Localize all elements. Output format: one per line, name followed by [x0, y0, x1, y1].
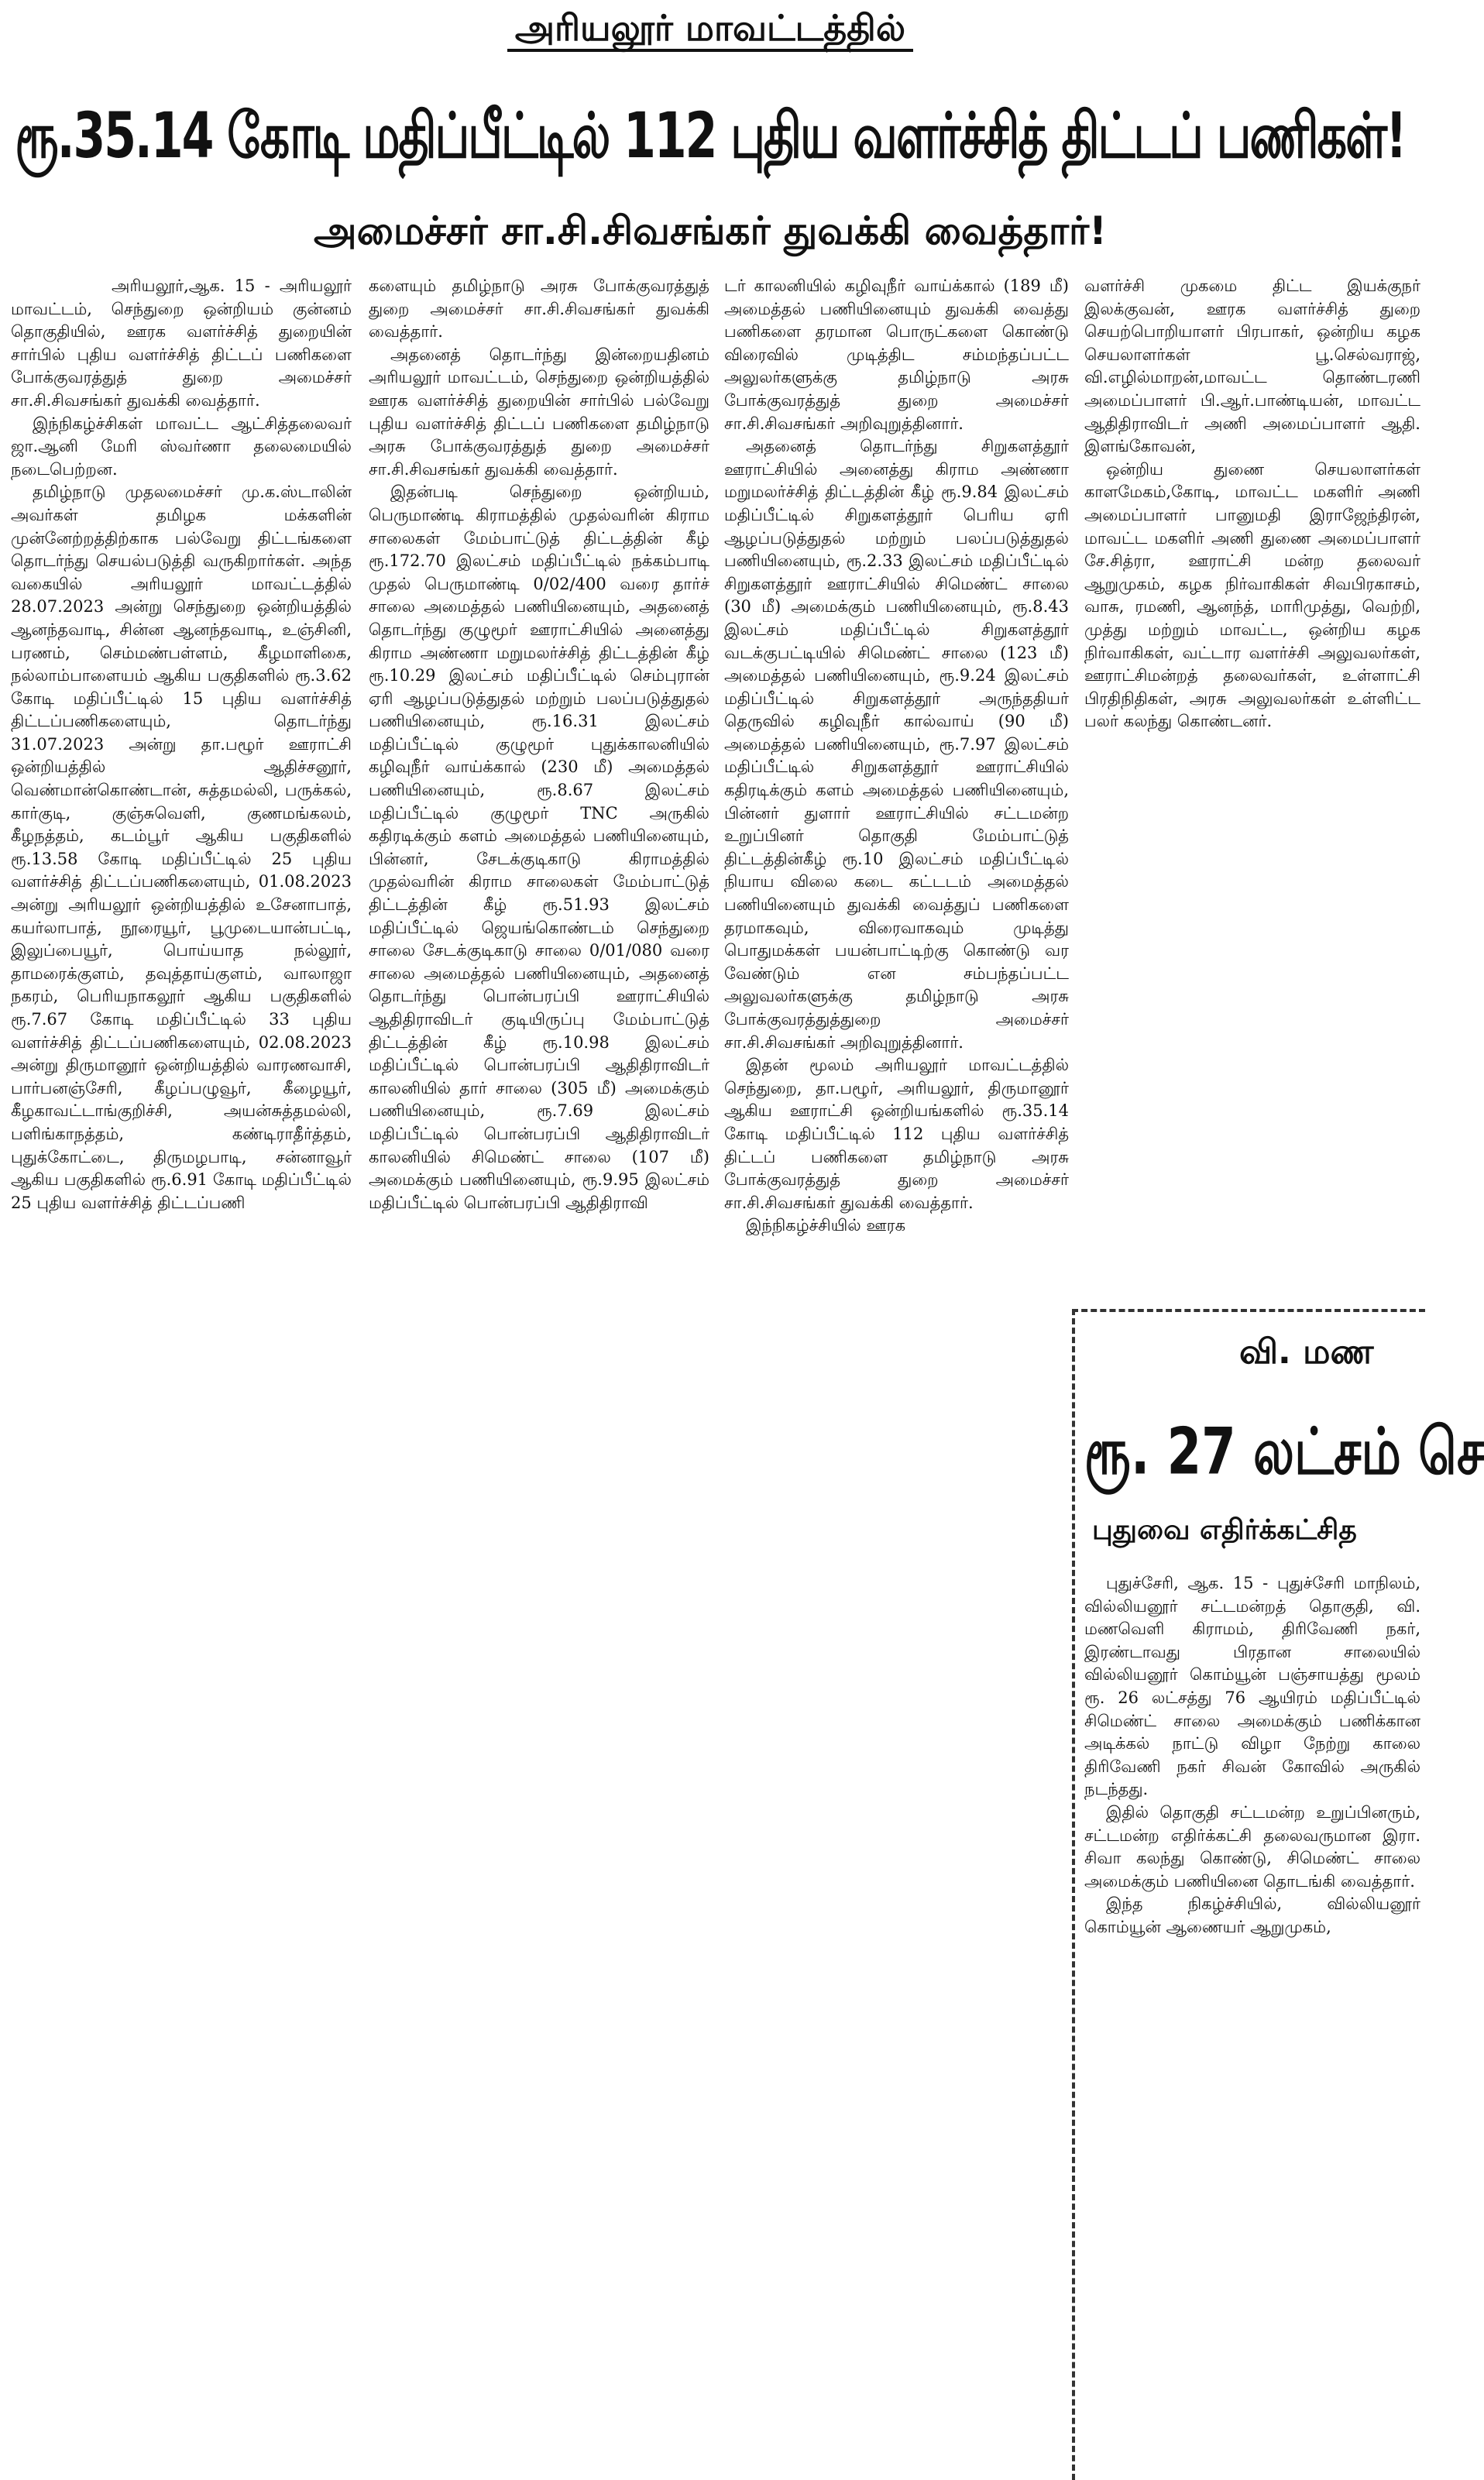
column-1-paragraph: இந்நிகழ்ச்சிகள் மாவட்ட ஆட்சித்தலைவர் ஜா.ஆனி மேரி ஸ்வர்ணா தலைமையில் நடைபெற்றன. — [11, 414, 352, 479]
column-2-paragraph: அதனைத் தொடர்ந்து இன்றையதினம் அரியலூர் மாவட்டம், செந்துறை ஒன்றியத்தில் ஊரக வளர்ச்சித் துறையின் சார்பில் பல்வேறு புதிய வளர்ச்சித் திட்டப் பணிகளை தமிழ்நாடு அரசு போக்குவரத்துத் துறை அமைச்சர் சா.சி.சிவசங்கர் துவக்கி வைத்தார். — [369, 345, 709, 479]
column-2-paragraph: களையும் தமிழ்நாடு அரசு போக்குவரத்துத் துறை அமைச்சர் சா.சி.சிவசங்கர் துவக்கி வைத்தார். — [369, 277, 709, 342]
article-column-1 — [11, 275, 352, 2477]
article-column-4 — [1084, 275, 1420, 1309]
sidebar-story-paragraph: இந்த நிகழ்ச்சியில், வில்லியனூர் கொம்யூன் ஆணையர் ஆறுமுகம், — [1084, 1894, 1420, 1936]
article-column-3 — [724, 275, 1069, 2477]
sidebar-story-subheadline: புதுவை எதிர்க்கட்சித — [1092, 1514, 1357, 1546]
kicker-text: அரியலூர் மாவட்டத்தில் — [507, 7, 913, 52]
sidebar-story-paragraph: புதுச்சேரி, ஆக. 15 - புதுச்சேரி மாநிலம், வில்லியனூர் சட்டமன்றத் தொகுதி, வி. மணவெளி கிராமம், திரிவேணி நகர், இரண்டாவது பிரதான சாலையில் வில்லியனூர் கொம்யூன் பஞ்சாயத்து மூலம் ரூ. 26 லட்சத்து 76 ஆயிரம் மதிப்பீட்டில் சிமெண்ட் சாலை அமைக்கும் பணிக்கான அடிக்கல் நாட்டு விழா நேற்று காலை திரிவேணி நகர் சிவன் கோவில் அருகில் நடந்தது. — [1084, 1574, 1420, 1799]
article-column-2 — [369, 275, 709, 2477]
column-2-paragraph: இதன்படி செந்துறை ஒன்றியம், பெருமாண்டி கிராமத்தில் முதல்வரின் கிராம சாலைகள் மேம்பாட்டுத் திட்டத்தின் கீழ் ரூ.172.70 இலட்சம் மதிப்பீட்டில் நக்கம்பாடி முதல் பெருமாண்டி 0/02/400 வரை தார்ச் சாலை அமைத்தல் பணியினையும், அதனைத் தொடர்ந்து குழுமூர் ஊராட்சியில் அனைத்து கிராம அண்ணா மறுமலர்ச்சித் திட்டத்தின் கீழ் ரூ.10.29 இலட்சம் மதிப்பீட்டில் செம்புரான் ஏரி ஆழப்படுத்துதல் மற்றும் பலப்படுத்துதல் பணியினையும், ரூ.16.31 இலட்சம் மதிப்பீட்டில் குழுமூர் புதுக்காலனியில் கழிவுநீர் வாய்க்கால் (230 மீ) அமைத்தல் பணியினையும், ரூ.8.67 இலட்சம் மதிப்பீட்டில் குழுமூர் TNC அருகில் கதிரடிக்கும் களம் அமைத்தல் பணியினையும், பின்னர், சேடக்குடிகாடு கிராமத்தில் முதல்வரின் கிராம சாலைகள் மேம்பாட்டுத் திட்டத்தின் கீழ் ரூ.51.93 இலட்சம் மதிப்பீட்டில் ஜெயங்கொண்டம் செந்துறை சாலை சேடக்குடிகாடு சாலை 0/01/080 வரை சாலை அமைத்தல் பணியினையும், அதனைத் தொடர்ந்து பொன்பரப்பி ஊராட்சியில் ஆதிதிராவிடர் குடியிருப்பு மேம்பாட்டுத் திட்டத்தின் கீழ் ரூ.10.98 இலட்சம் மதிப்பீட்டில் பொன்பரப்பி ஆதிதிராவிடர் காலனியில் தார் சாலை (305 மீ) அமைக்கும் பணியினையும், ரூ.7.69 இலட்சம் மதிப்பீட்டில் பொன்பரப்பி ஆதிதிராவிடர் காலனியில் சிமெண்ட் சாலை (107 மீ) அமைக்கும் பணியினையும், ரூ.9.95 இலட்சம் மதிப்பீட்டில் பொன்பரப்பி ஆதிதிராவி — [369, 483, 709, 1212]
column-3-paragraph: இந்நிகழ்ச்சியில் ஊரக — [746, 1216, 906, 1235]
column-1-paragraph: தமிழ்நாடு முதலமைச்சர் மு.க.ஸ்டாலின் அவர்கள் தமிழக மக்களின் முன்னேற்றத்திற்காக பல்வேறு திட்டங்களை தொடர்ந்து செயல்படுத்தி வருகிறார்கள். அந்த வகையில் அரியலூர் மாவட்டத்தில் 28.07.2023 அன்று செந்துறை ஒன்றியத்தில் ஆனந்தவாடி, சின்ன ஆனந்தவாடி, உஞ்சினி, பரணம், செம்மண்பள்ளம், கீழமாளிகை, நல்லாம்பாளையம் ஆகிய பகுதிகளில் ரூ.3.62 கோடி மதிப்பீட்டில் 15 புதிய வளர்ச்சித் திட்டப்பணிகளையும், தொடர்ந்து 31.07.2023 அன்று தா.பழூர் ஊராட்சி ஒன்றியத்தில் ஆதிச்சனூர், வெண்மான்கொண்டான், சுத்தமல்லி, பருக்கல், கார்குடி, குஞ்சுவெளி, குணமங்கலம், கீழநத்தம், கடம்பூர் ஆகிய பகுதிகளில் ரூ.13.58 கோடி மதிப்பீட்டில் 25 புதிய வளர்ச்சித் திட்டப்பணிகளையும், 01.08.2023 அன்று அரியலூர் ஒன்றியத்தில் உசேனாபாத், கயர்லாபாத், நூரையூர், பூமுடையான்பட்டி, இலுப்பையூர், பொய்யாத நல்லூர், தாமரைக்குளம், தவுத்தாய்குளம், வாலாஜா நகரம், பெரியநாகலூர் ஆகிய பகுதிகளில் ரூ.7.67 கோடி மதிப்பீட்டில் 33 புதிய வளர்ச்சித் திட்டப்பணிகளையும், 02.08.2023 அன்று திருமானூர் ஒன்றியத்தில் வாரணவாசி, பார்பனஞ்சேரி, கீழப்பழுவூர், கீழையூர், கீழகாவட்டாங்குறிச்சி, அயன்சுத்தமல்லி, பளிங்காநத்தம், கண்டிராதீர்த்தம், புதுக்கோட்டை, திருமழபாடி, சன்னாவூர் ஆகிய பகுதிகளில் ரூ.6.91 கோடி மதிப்பீட்டில் 25 புதிய வளர்ச்சித் திட்டப்பணி — [11, 483, 352, 1212]
sidebar-story-headline: ரூ. 27 லட்சம் செ — [1084, 1414, 1484, 1490]
sidebar-story-body — [1084, 1572, 1420, 2477]
column-1-paragraph: அரியலூர்,ஆக. 15 - அரியலூர் மாவட்டம், செந்துறை ஒன்றியம் குன்னம் தொகுதியில், ஊரக வளர்ச்சித் துறையின் சார்பில் புதிய வளர்ச்சித் திட்டப் பணிகளை போக்குவரத்துத் துறை அமைச்சர் சா.சி.சிவசங்கர் துவக்கி வைத்தார். — [11, 277, 352, 410]
article-kicker — [0, 5, 1420, 51]
sidebar-story-label: வி. மண — [1239, 1332, 1374, 1372]
column-3-paragraph: டர் காலனியில் கழிவுநீர் வாய்க்கால் (189 மீ) அமைத்தல் பணியினையும் துவக்கி வைத்து பணிகளை தரமான பொருட்களை கொண்டு விரைவில் முடித்திட சம்மந்தப்பட்ட அலுலர்களுக்கு தமிழ்நாடு அரசு போக்குவரத்துத் துறை அமைச்சர் சா.சி.சிவசங்கர் அறிவுறுத்தினார். — [724, 277, 1069, 433]
column-4-paragraph: வளர்ச்சி முகமை திட்ட இயக்குநர் இலக்குவன், ஊரக வளர்ச்சித் துறை செயற்பொறியாளர் பிரபாகர், ஒன்றிய கழக செயலாளர்கள் பூ.செல்வராஜ், வி.எழில்மாறன்,மாவட்ட தொண்டரணி அமைப்பாளர் பி.ஆர்.பாண்டியன், மாவட்ட ஆதிதிராவிடர் அணி அமைப்பாளர் ஆதி. இளங்கோவன், — [1084, 277, 1420, 456]
column-3-paragraph: அதனைத் தொடர்ந்து சிறுகளத்தூர் ஊராட்சியில் அனைத்து கிராம அண்ணா மறுமலர்ச்சித் திட்டத்தின் கீழ் ரூ.9.84 இலட்சம் மதிப்பீட்டில் சிறுகளத்தூர் பெரிய ஏரி ஆழப்படுத்துதல் மற்றும் பலப்படுத்துதல் பணியினையும், ரூ.2.33 இலட்சம் மதிப்பீட்டில் சிறுகளத்தூர் ஊராட்சியில் சிமெண்ட் சாலை (30 மீ) அமைக்கும் பணியினையும், ரூ.8.43 இலட்சம் மதிப்பீட்டில் சிறுகளத்தூர் வடக்குபட்டியில் சிமெண்ட் சாலை (123 மீ) அமைத்தல் பணியினையும், ரூ.9.24 இலட்சம் மதிப்பீட்டில் சிறுகளத்தூர் அருந்ததியர் தெருவில் கழிவுநீர் கால்வாய் (90 மீ) அமைத்தல் பணியினையும், ரூ.7.97 இலட்சம் மதிப்பீட்டில் சிறுகளத்தூர் ஊராட்சியில் கதிரடிக்கும் களம் அமைத்தல் பணியினையும், பின்னர் துளார் ஊராட்சியில் சட்டமன்ற உறுப்பினர் தொகுதி மேம்பாட்டுத் திட்டத்தின்கீழ் ரூ.10 இலட்சம் மதிப்பீட்டில் நியாய விலை கடை கட்டடம் அமைத்தல் பணியினையும் துவக்கி வைத்துப் பணிகளை தரமாகவும், விரைவாகவும் முடித்து பொதுமக்கள் பயன்பாட்டிற்கு கொண்டு வர வேண்டும் என சம்பந்தப்பட்ட அலுவலர்களுக்கு தமிழ்நாடு அரசு போக்குவரத்துத்துறை அமைச்சர் சா.சி.சிவசங்கர் அறிவுறுத்தினார். — [724, 437, 1069, 1052]
article-headline: ரூ.35.14 கோடி மதிப்பீட்டில் 112 புதிய வளர்ச்சித் திட்டப் பணிகள்! — [15, 99, 1406, 173]
column-4-paragraph: ஒன்றிய துணை செயலாளர்கள் காளமேகம்,கோடி, மாவட்ட மகளிர் அணி அமைப்பாளர் பானுமதி இராஜேந்திரன், மாவட்ட மகளிர் அணி துணை அமைப்பாளர் சே.சித்ரா, ஊராட்சி மன்ற தலைவர் ஆறுமுகம், கழக நிர்வாகிகள் சிவபிரகாசம், வாசு, ரமணி, ஆனந்த், மாரிமுத்து, வெற்றி, முத்து மற்றும் மாவட்ட, ஒன்றிய கழக நிர்வாகிகள், வட்டார வளர்ச்சி அலுவலர்கள், ஊராட்சிமன்றத் தலைவர்கள், உள்ளாட்சி பிரதிநிதிகள், அரசு அலுவலர்கள் உள்ளிட்ட பலர் கலந்து கொண்டனர். — [1084, 459, 1420, 731]
sidebar-story-paragraph: இதில் தொகுதி சட்டமன்ற உறுப்பினரும், சட்டமன்ற எதிர்க்கட்சி தலைவருமான இரா. சிவா கலந்து கொண்டு, சிமெண்ட் சாலை அமைக்கும் பணியினை தொடங்கி வைத்தார். — [1084, 1802, 1420, 1891]
article-subheadline: அமைச்சர் சா.சி.சிவசங்கர் துவக்கி வைத்தார்! — [314, 208, 1107, 253]
column-3-paragraph: இதன் மூலம் அரியலூர் மாவட்டத்தில் செந்துறை, தா.பழூர், அரியலூர், திருமானூர் ஆகிய ஊராட்சி ஒன்றியங்களில் ரூ.35.14 கோடி மதிப்பீட்டில் 112 புதிய வளர்ச்சித் திட்டப் பணிகளை தமிழ்நாடு அரசு போக்குவரத்துத் துறை அமைச்சர் சா.சி.சிவசங்கர் துவக்கி வைத்தார். — [724, 1056, 1069, 1212]
